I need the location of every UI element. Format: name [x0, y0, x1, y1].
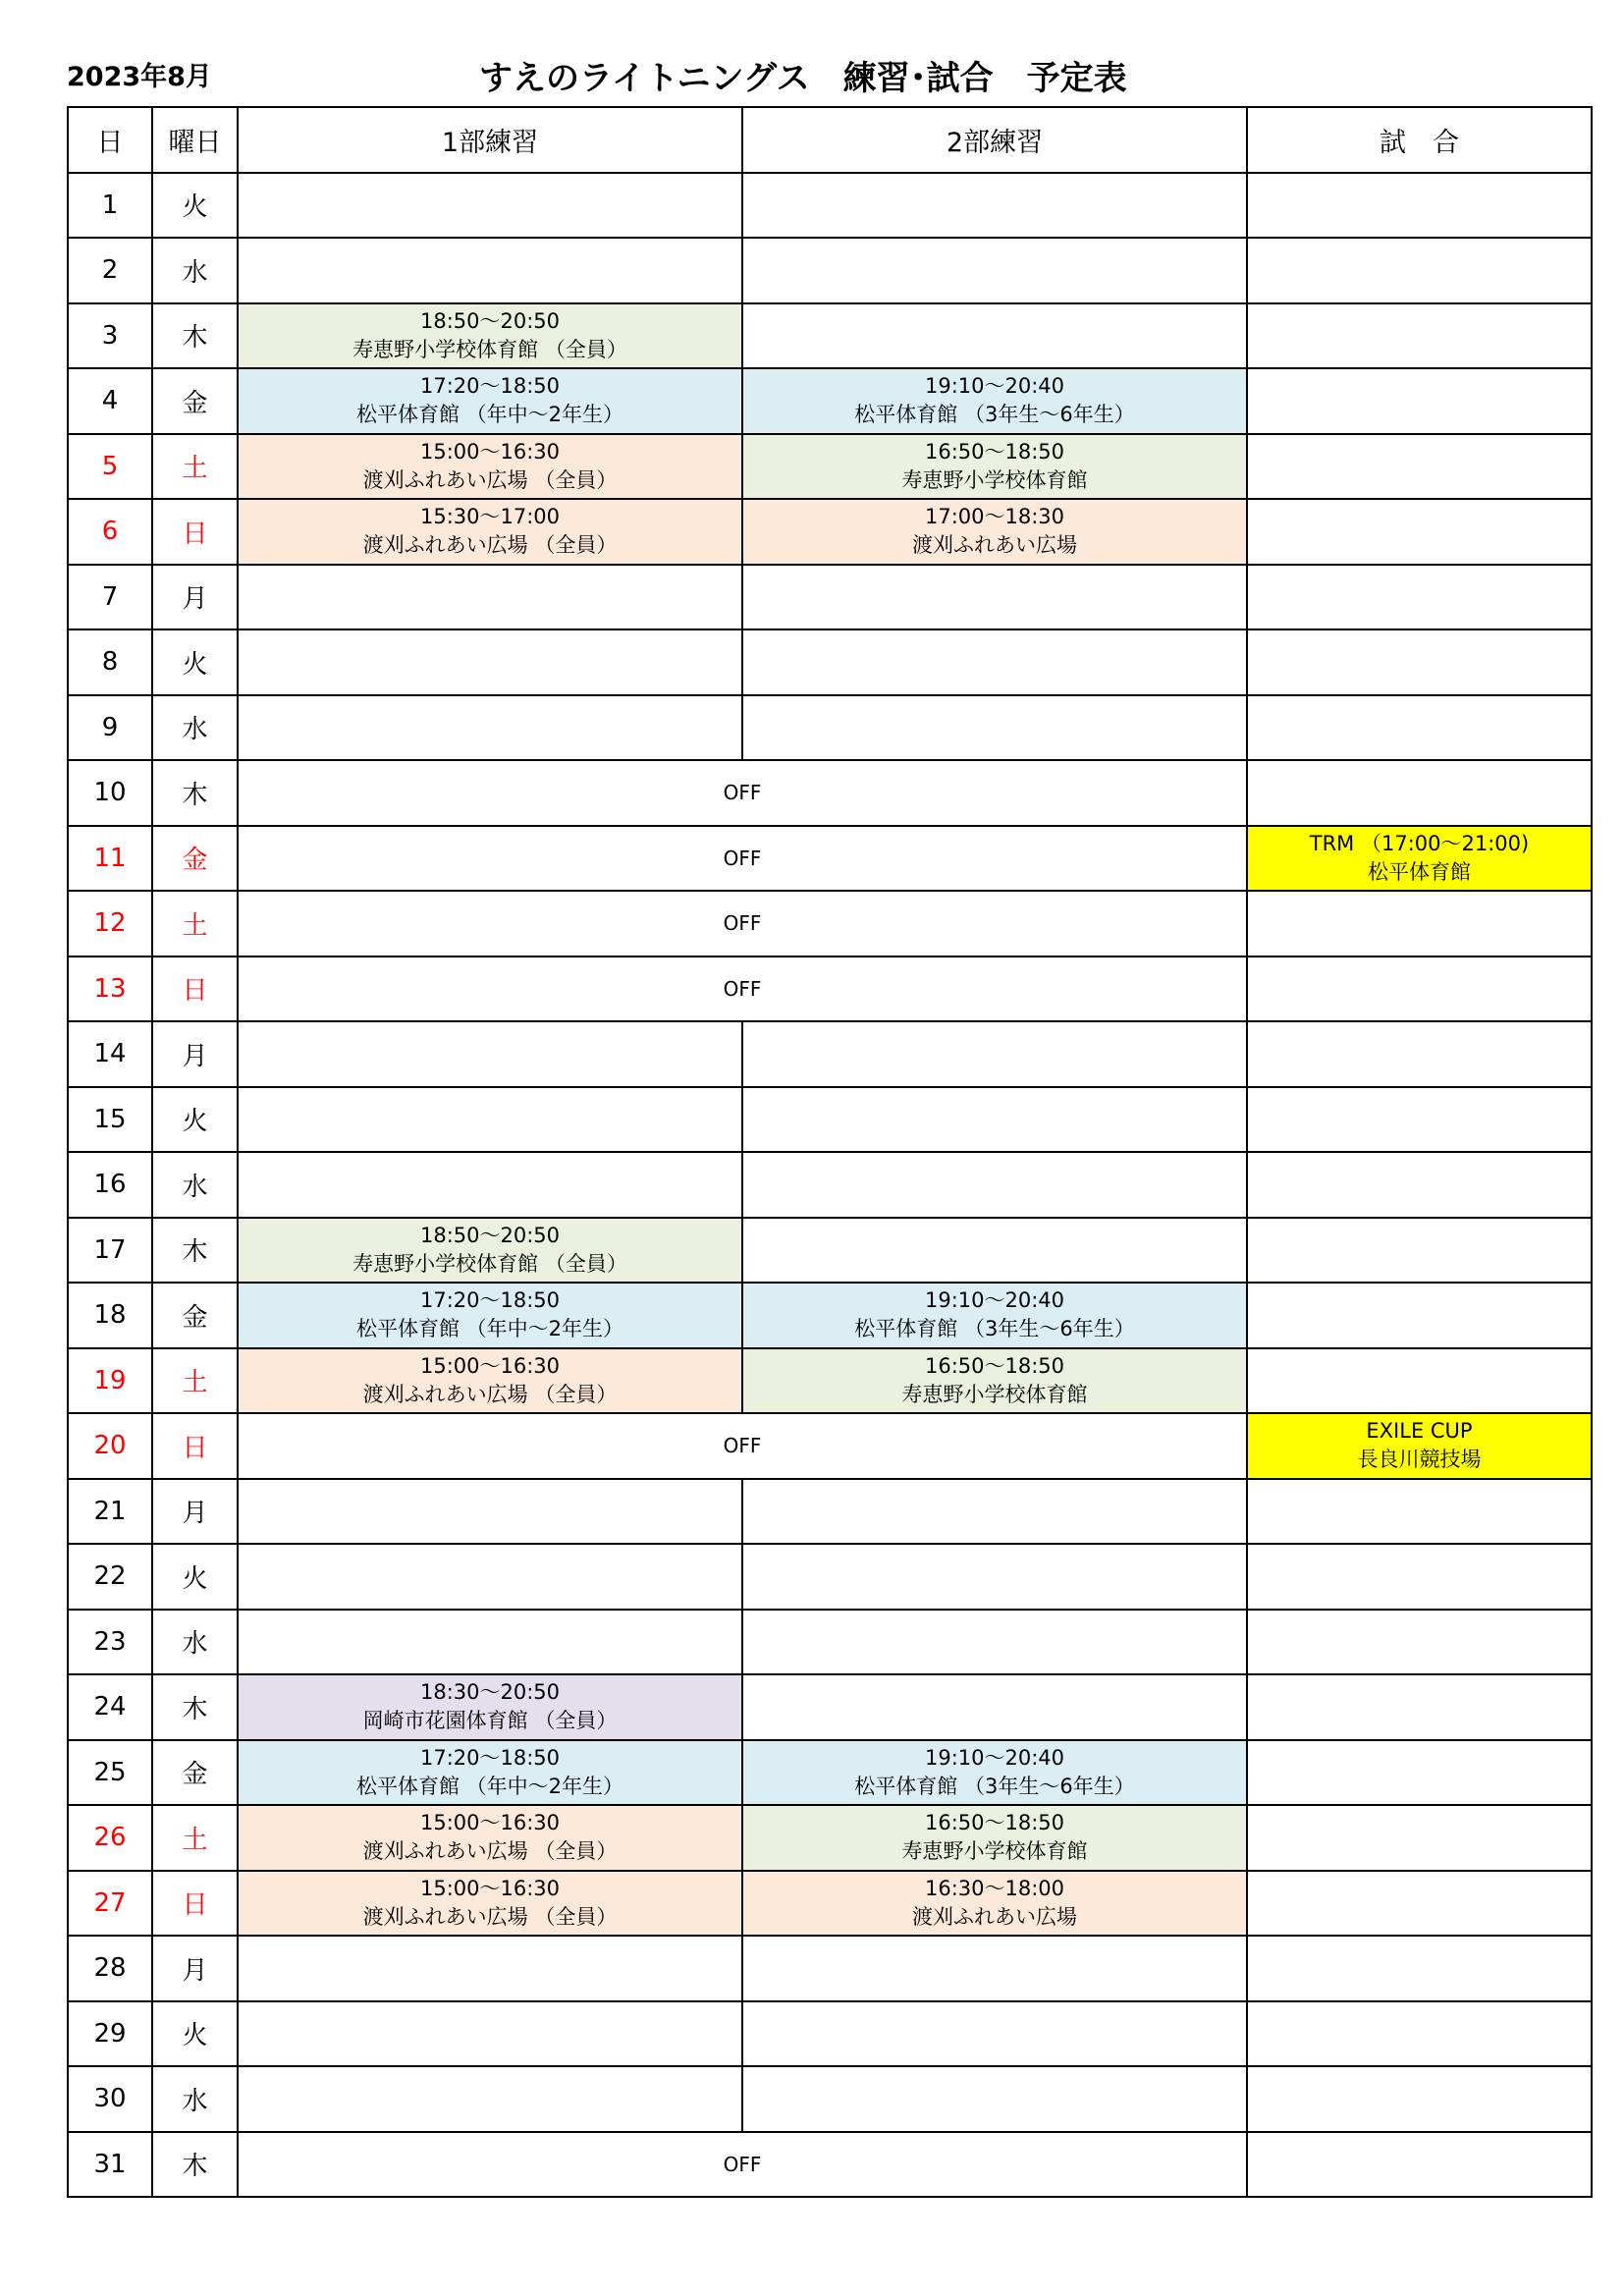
part1-cell	[238, 1218, 742, 1284]
day-cell: 1	[68, 173, 152, 239]
day-cell: 16	[68, 1152, 152, 1218]
practice-place: 寿恵野小学校体育館	[901, 467, 1088, 492]
day-cell: 14	[68, 1021, 152, 1087]
part1-cell	[238, 1544, 742, 1610]
practice-time: 15:00～16:30	[419, 1353, 561, 1378]
match-cell	[1247, 2132, 1592, 2198]
weekday-cell: 金	[152, 1740, 238, 1806]
practice-time: 17:20～18:50	[419, 1288, 561, 1313]
practice-place: 渡刈ふれあい広場	[912, 533, 1077, 558]
part2-cell	[742, 2001, 1247, 2067]
table-row	[68, 891, 1592, 957]
part1-cell	[238, 1936, 742, 2001]
schedule-table	[67, 106, 1593, 2198]
weekday-cell: 土	[152, 891, 238, 957]
weekday-cell: 月	[152, 1479, 238, 1545]
practice-place: 渡刈ふれあい広場	[912, 1904, 1077, 1929]
practice-place: 松平体育館 （3年生～6年生）	[854, 1317, 1135, 1341]
practice-time: 15:30～17:00	[419, 505, 561, 529]
part2-cell	[742, 1936, 1247, 2001]
day-cell: 4	[68, 368, 152, 434]
table-row	[68, 957, 1592, 1022]
weekday-cell: 木	[152, 303, 238, 369]
part2-cell	[742, 1479, 1247, 1545]
table-row	[68, 1871, 1592, 1937]
match-cell	[1247, 826, 1592, 892]
weekday-cell: 土	[152, 434, 238, 500]
practice-time: 19:10～20:40	[924, 1745, 1065, 1770]
match-cell	[1247, 760, 1592, 826]
table-row	[68, 1674, 1592, 1740]
practice-time: 17:00～18:30	[924, 505, 1065, 529]
match-cell	[1247, 629, 1592, 695]
table-row	[68, 1087, 1592, 1153]
practice-place: 松平体育館 （3年生～6年生）	[854, 403, 1135, 427]
practice-place: 渡刈ふれあい広場 （全員）	[362, 1904, 618, 1929]
weekday-cell: 金	[152, 368, 238, 434]
weekday-cell: 月	[152, 565, 238, 630]
weekday-cell: 木	[152, 760, 238, 826]
off-cell: OFF	[238, 891, 1247, 957]
weekday-cell: 木	[152, 2132, 238, 2198]
table-row	[68, 1479, 1592, 1545]
practice-place: 寿恵野小学校体育館 （全員）	[352, 337, 627, 361]
practice-time: 19:10～20:40	[924, 1288, 1065, 1313]
match-cell	[1247, 2001, 1592, 2067]
part1-cell	[238, 1740, 742, 1806]
day-cell: 20	[68, 1413, 152, 1479]
column-header-part2: 2部練習	[742, 107, 1247, 173]
weekday-cell: 木	[152, 1218, 238, 1284]
practice-time: 18:50～20:50	[419, 308, 561, 333]
match-cell	[1247, 1348, 1592, 1414]
day-cell: 13	[68, 957, 152, 1022]
part2-cell	[742, 1152, 1247, 1218]
table-row	[68, 303, 1592, 369]
day-cell: 26	[68, 1805, 152, 1871]
part2-cell	[742, 2066, 1247, 2132]
weekday-cell: 水	[152, 695, 238, 761]
part2-cell	[742, 368, 1247, 434]
day-cell: 2	[68, 238, 152, 303]
day-cell: 3	[68, 303, 152, 369]
part1-cell	[238, 173, 742, 239]
part1-cell	[238, 1674, 742, 1740]
part1-cell	[238, 1479, 742, 1545]
part1-cell	[238, 1610, 742, 1675]
part2-cell	[742, 1610, 1247, 1675]
day-cell: 29	[68, 2001, 152, 2067]
column-header-dow: 曜日	[152, 107, 238, 173]
weekday-cell: 金	[152, 826, 238, 892]
day-cell: 15	[68, 1087, 152, 1153]
practice-place: 岡崎市花園体育館 （全員）	[362, 1709, 618, 1733]
day-cell: 11	[68, 826, 152, 892]
part1-cell	[238, 238, 742, 303]
day-cell: 10	[68, 760, 152, 826]
part1-cell	[238, 1871, 742, 1937]
practice-place: 寿恵野小学校体育館 （全員）	[352, 1251, 627, 1276]
practice-time: 16:50～18:50	[924, 439, 1065, 464]
match-cell	[1247, 1283, 1592, 1348]
day-cell: 31	[68, 2132, 152, 2198]
part2-cell	[742, 1218, 1247, 1284]
part1-cell	[238, 2066, 742, 2132]
page-header	[0, 0, 1624, 103]
part2-cell	[742, 303, 1247, 369]
match-cell	[1247, 238, 1592, 303]
part1-cell	[238, 565, 742, 630]
practice-time: 16:50～18:50	[924, 1353, 1065, 1378]
part1-cell	[238, 1152, 742, 1218]
part2-cell	[742, 1348, 1247, 1414]
part1-cell	[238, 1805, 742, 1871]
column-header-day: 日	[68, 107, 152, 173]
practice-place: 松平体育館 （3年生～6年生）	[854, 1774, 1135, 1798]
day-cell: 7	[68, 565, 152, 630]
day-cell: 5	[68, 434, 152, 500]
part1-cell	[238, 1021, 742, 1087]
practice-place: 渡刈ふれあい広場 （全員）	[362, 533, 618, 558]
part2-cell	[742, 1087, 1247, 1153]
practice-time: 18:50～20:50	[419, 1223, 561, 1247]
weekday-cell: 火	[152, 173, 238, 239]
part2-cell	[742, 499, 1247, 565]
weekday-cell: 月	[152, 1021, 238, 1087]
match-cell	[1247, 1740, 1592, 1806]
practice-place: 寿恵野小学校体育館	[901, 1382, 1088, 1406]
off-cell: OFF	[238, 1413, 1247, 1479]
match-cell	[1247, 891, 1592, 957]
match-cell	[1247, 173, 1592, 239]
practice-time: 17:20～18:50	[419, 374, 561, 399]
part2-cell	[742, 1871, 1247, 1937]
part2-cell	[742, 695, 1247, 761]
match-cell	[1247, 1936, 1592, 2001]
practice-place: 松平体育館 （年中～2年生）	[355, 403, 624, 427]
off-cell: OFF	[238, 2132, 1247, 2198]
day-cell: 12	[68, 891, 152, 957]
match-cell	[1247, 368, 1592, 434]
table-row	[68, 1805, 1592, 1871]
table-row	[68, 2001, 1592, 2067]
day-cell: 18	[68, 1283, 152, 1348]
part2-cell	[742, 1805, 1247, 1871]
day-cell: 25	[68, 1740, 152, 1806]
part2-cell	[742, 1021, 1247, 1087]
weekday-cell: 水	[152, 238, 238, 303]
day-cell: 23	[68, 1610, 152, 1675]
weekday-cell: 木	[152, 1674, 238, 1740]
weekday-cell: 月	[152, 1936, 238, 2001]
practice-place: 渡刈ふれあい広場 （全員）	[362, 1839, 618, 1864]
match-cell	[1247, 565, 1592, 630]
month-label: 2023年8月	[67, 62, 212, 92]
day-cell: 27	[68, 1871, 152, 1937]
off-cell: OFF	[238, 957, 1247, 1022]
match-cell	[1247, 695, 1592, 761]
day-cell: 28	[68, 1936, 152, 2001]
part1-cell	[238, 1348, 742, 1414]
practice-time: 15:00～16:30	[419, 1876, 561, 1900]
practice-time: 17:20～18:50	[419, 1745, 561, 1770]
header-row	[68, 107, 1592, 173]
table-row	[68, 1740, 1592, 1806]
practice-place: 寿恵野小学校体育館	[901, 1839, 1088, 1864]
part1-cell	[238, 368, 742, 434]
weekday-cell: 水	[152, 1152, 238, 1218]
table-row	[68, 173, 1592, 239]
practice-place: 渡刈ふれあい広場 （全員）	[362, 467, 618, 492]
practice-place: 松平体育館 （年中～2年生）	[355, 1317, 624, 1341]
part2-cell	[742, 1544, 1247, 1610]
match-cell	[1247, 1218, 1592, 1284]
match-cell	[1247, 1805, 1592, 1871]
practice-place: 松平体育館 （年中～2年生）	[355, 1774, 624, 1798]
day-cell: 19	[68, 1348, 152, 1414]
part1-cell	[238, 629, 742, 695]
weekday-cell: 土	[152, 1805, 238, 1871]
match-title: EXILE CUP	[1366, 1419, 1473, 1444]
part2-cell	[742, 1740, 1247, 1806]
table-row	[68, 1152, 1592, 1218]
weekday-cell: 日	[152, 1871, 238, 1937]
practice-time: 19:10～20:40	[924, 374, 1065, 399]
day-cell: 30	[68, 2066, 152, 2132]
part2-cell	[742, 1674, 1247, 1740]
table-row	[68, 629, 1592, 695]
match-cell	[1247, 2066, 1592, 2132]
table-row	[68, 1283, 1592, 1348]
schedule-body	[68, 173, 1592, 2198]
part1-cell	[238, 1087, 742, 1153]
weekday-cell: 水	[152, 2066, 238, 2132]
part1-cell	[238, 303, 742, 369]
table-row	[68, 2066, 1592, 2132]
table-row	[68, 760, 1592, 826]
match-cell	[1247, 1087, 1592, 1153]
column-header-part1: 1部練習	[238, 107, 742, 173]
day-cell: 17	[68, 1218, 152, 1284]
match-place: 長良川競技場	[1357, 1448, 1482, 1472]
part2-cell	[742, 565, 1247, 630]
column-header-match: 試 合	[1247, 107, 1592, 173]
part2-cell	[742, 434, 1247, 500]
match-cell	[1247, 499, 1592, 565]
table-row	[68, 368, 1592, 434]
day-cell: 21	[68, 1479, 152, 1545]
table-row	[68, 1413, 1592, 1479]
weekday-cell: 金	[152, 1283, 238, 1348]
day-cell: 24	[68, 1674, 152, 1740]
table-row	[68, 695, 1592, 761]
match-cell	[1247, 1413, 1592, 1479]
practice-time: 18:30～20:50	[419, 1680, 561, 1705]
part2-cell	[742, 629, 1247, 695]
table-row	[68, 499, 1592, 565]
weekday-cell: 日	[152, 957, 238, 1022]
match-place: 松平体育館	[1368, 859, 1471, 884]
match-cell	[1247, 1152, 1592, 1218]
day-cell: 8	[68, 629, 152, 695]
weekday-cell: 火	[152, 2001, 238, 2067]
table-row	[68, 238, 1592, 303]
part2-cell	[742, 173, 1247, 239]
day-cell: 9	[68, 695, 152, 761]
part1-cell	[238, 499, 742, 565]
weekday-cell: 土	[152, 1348, 238, 1414]
table-row	[68, 1218, 1592, 1284]
table-row	[68, 1348, 1592, 1414]
practice-time: 16:50～18:50	[924, 1811, 1065, 1835]
match-cell	[1247, 1479, 1592, 1545]
table-row	[68, 1610, 1592, 1675]
table-row	[68, 1544, 1592, 1610]
off-cell: OFF	[238, 826, 1247, 892]
weekday-cell: 日	[152, 499, 238, 565]
table-row	[68, 565, 1592, 630]
weekday-cell: 火	[152, 1544, 238, 1610]
practice-place: 渡刈ふれあい広場 （全員）	[362, 1382, 618, 1406]
part2-cell	[742, 238, 1247, 303]
part1-cell	[238, 434, 742, 500]
practice-time: 16:30～18:00	[924, 1876, 1065, 1900]
part1-cell	[238, 695, 742, 761]
match-cell	[1247, 957, 1592, 1022]
table-row	[68, 2132, 1592, 2198]
weekday-cell: 火	[152, 1087, 238, 1153]
match-cell	[1247, 1871, 1592, 1937]
part1-cell	[238, 1283, 742, 1348]
weekday-cell: 日	[152, 1413, 238, 1479]
day-cell: 6	[68, 499, 152, 565]
match-cell	[1247, 1674, 1592, 1740]
match-cell	[1247, 1610, 1592, 1675]
weekday-cell: 火	[152, 629, 238, 695]
match-cell	[1247, 434, 1592, 500]
match-title: TRM （17:00～21:00)	[1309, 831, 1530, 855]
match-cell	[1247, 1021, 1592, 1087]
practice-time: 15:00～16:30	[419, 1811, 561, 1835]
day-cell: 22	[68, 1544, 152, 1610]
match-cell	[1247, 1544, 1592, 1610]
table-row	[68, 434, 1592, 500]
off-cell: OFF	[238, 760, 1247, 826]
page-title: すえのライトニングス 練習･試合 予定表	[479, 59, 1127, 98]
table-row	[68, 1021, 1592, 1087]
practice-time: 15:00～16:30	[419, 439, 561, 464]
weekday-cell: 水	[152, 1610, 238, 1675]
table-row	[68, 826, 1592, 892]
match-cell	[1247, 303, 1592, 369]
part1-cell	[238, 2001, 742, 2067]
table-row	[68, 1936, 1592, 2001]
part2-cell	[742, 1283, 1247, 1348]
